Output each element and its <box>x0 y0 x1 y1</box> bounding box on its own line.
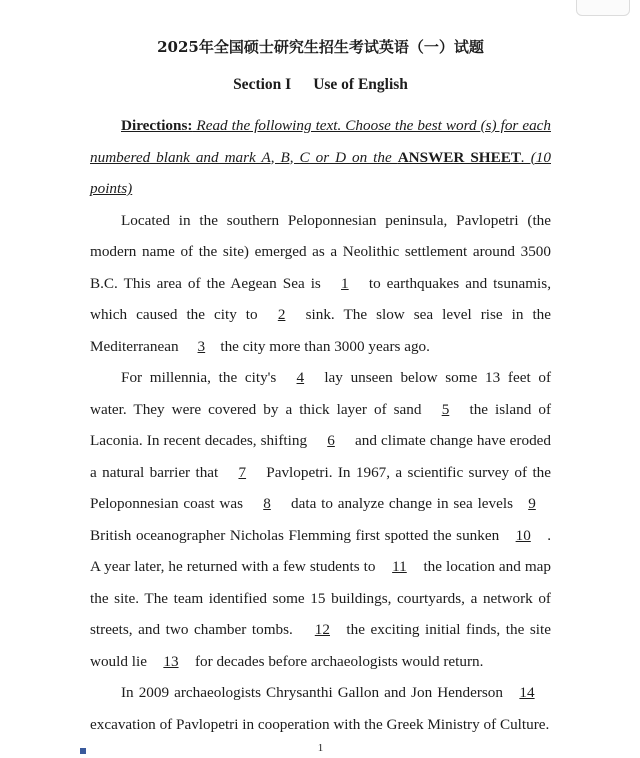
directions-paragraph <box>90 110 551 205</box>
blank-9: 9 <box>528 495 536 512</box>
paragraph-text: to earthquakes and tsunamis, which caused the city to <box>90 274 551 323</box>
corner-frame <box>576 0 630 16</box>
blank-14: 14 <box>519 684 535 701</box>
paragraph-text: for decades before archaeologists would return. <box>194 652 484 670</box>
paragraph-text: For millennia, the city's <box>121 369 277 386</box>
paragraph-text: sink. The slow sea level rise in the Mediterranean <box>90 306 551 355</box>
paragraph-text: and climate change have eroded a natural barrier that <box>90 432 551 481</box>
paragraph-text: lay unseen below some 13 feet of water. They were covered by a thick layer of sand <box>90 369 552 418</box>
page-number: 1 <box>317 742 324 754</box>
paragraph-2 <box>90 362 551 677</box>
blank-1: 1 <box>341 274 349 292</box>
blank-8: 8 <box>263 495 271 512</box>
blank-13: 13 <box>163 652 179 670</box>
paragraph-text: the exciting initial finds, the site would lie <box>90 621 551 670</box>
passage-body <box>90 110 551 740</box>
directions-text: Read the following text. Choose the best word (s) for each numbered blank and mark A, B, C or D on the <box>90 117 551 166</box>
margin-marker <box>80 748 86 754</box>
paragraph-3 <box>90 677 551 740</box>
paragraph-text: excavation of Pavlopetri in cooperation with the Greek Ministry of Culture. <box>90 715 550 733</box>
blank-6: 6 <box>327 432 335 449</box>
directions-tail: . (10 points) <box>90 148 551 197</box>
blank-7: 7 <box>238 463 247 481</box>
paragraph-text: British oceanographer Nicholas Flemming first spotted the sunken <box>90 526 500 544</box>
blank-12: 12 <box>314 621 330 638</box>
paragraph-1 <box>90 205 551 363</box>
blank-10: 10 <box>515 526 531 544</box>
blank-11: 11 <box>392 558 407 575</box>
paragraph-text: In 2009 archaeologists Chrysanthi Gallon and Jon Henderson <box>121 684 503 701</box>
section-label: Section I <box>233 76 292 93</box>
paragraph-text: the location and map the site. The team identified some 15 buildings, courtyards, a network of streets, and two chamber tombs. <box>90 558 551 638</box>
paragraph-text: Pavlopetri. In 1967, a scientific survey of the Peloponnesian coast was <box>90 463 551 512</box>
paragraph-text: the city more than 3000 years ago. <box>220 337 430 355</box>
paragraph-text: the island of Laconia. In recent decades, shifting <box>90 400 552 449</box>
section-name: Use of English <box>313 76 408 93</box>
paragraph-text: data to analyze change in sea levels <box>291 495 513 512</box>
paragraph-text: . A year later, he returned with a few students to <box>90 526 551 575</box>
directions-lead: Directions: <box>121 117 193 134</box>
answer-sheet-label: ANSWER SHEET <box>397 148 521 166</box>
section-heading <box>90 76 551 94</box>
paragraph-text: Located in the southern Peloponnesian peninsula, Pavlopetri (the modern name of the site) emerged as a Neolithic settlement around 3500 B.C. This area of the Aegean Sea is <box>90 211 551 292</box>
blank-5: 5 <box>441 400 450 418</box>
exam-title: 2025年全国硕士研究生招生考试英语（一）试题 <box>157 38 484 56</box>
blank-3: 3 <box>197 337 206 355</box>
blank-2: 2 <box>277 306 286 323</box>
blank-4: 4 <box>296 369 305 386</box>
